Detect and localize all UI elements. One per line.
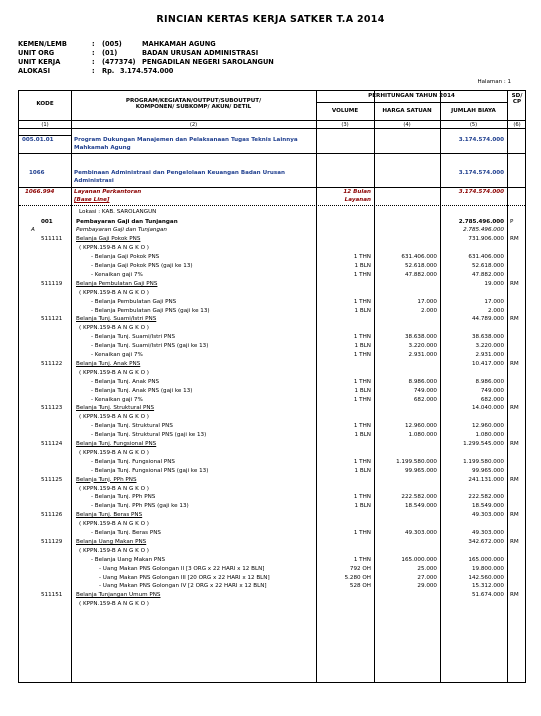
row-amount: 3.174.574.000 [458,189,504,195]
col-header-program-line: PROGRAM/KEGIATAN/OUTPUT/SUBOUTPUT/ [125,98,262,104]
row-volume: 12 Bulan [343,189,371,195]
row-description: Belanja Tunj. Suami/Istri PNS [76,316,157,323]
row-source: P [510,218,514,225]
row-description: - Kenaikan gaji 7% [91,396,143,403]
row-code: 511121 [41,316,63,323]
row-description: ( KPPN.159-B A N G K O ) [79,521,149,528]
row-description: ( KPPN.159-B A N G K O ) [79,485,149,492]
row-description: - Belanja Pembulatan Gaji PNS (gaji ke 13) [91,307,210,314]
row-description: - Uang Makan PNS Golongan IV [2 ORG x 22 HARI x 12 BLN] [99,583,267,590]
row-description: Belanja Tunj. Beras PNS [76,512,143,519]
row-code: 511125 [41,476,63,483]
row-source: RM [510,316,519,323]
row-volume: 1 BLN [354,387,371,394]
row-amount: 165.000.000 [468,556,504,563]
col-number: (4) [403,122,411,128]
row-amount: 222.582.000 [468,494,504,501]
row-amount: 52.618.000 [471,263,504,269]
row-source: RM [510,476,519,483]
row-amount: 51.674.000 [471,592,504,599]
row-description: Belanja Tunj. Fungsional PNS [76,441,157,447]
row-description: - Belanja Tunj. Beras PNS [91,530,161,536]
row-unit-price: 25.000 [417,565,437,572]
col-number: (6) [513,122,521,128]
header-code: (477374) [102,58,136,66]
header-colon: : [92,67,95,75]
row-volume: 1 THN [353,530,371,536]
row-source: RM [510,441,519,447]
row-description: Pembinaan Administrasi dan Pengelolaan Keuangan Badan Urusan [74,170,285,176]
row-amount: 49.303.000 [471,512,504,519]
header-value: BADAN URUSAN ADMINISTRASI [142,49,259,57]
row-source: RM [510,280,519,287]
col-header-perhitungan: PERHITUNGAN TAHUN 2014 [316,93,507,103]
row-amount: 2.785.496.000 [463,227,504,234]
col-header-kode: KODE [36,101,54,107]
row-volume: 1 THN [353,254,371,261]
row-unit-price: 99.965.000 [404,467,437,474]
row-volume: 1 THN [353,378,371,385]
row-description: - Belanja Tunj. Struktural PNS (gaji ke 13) [91,432,207,439]
header-value: PENGADILAN NEGERI SAROLANGUN [142,58,274,66]
row-description-cont: Administrasi [74,178,114,184]
col-header-program [71,98,316,110]
row-amount: 10.417.000 [471,360,504,367]
col-header-sdcp [507,93,527,105]
row-description-cont: Mahkamah Agung [74,145,131,151]
row-volume: 5.280 OH [344,574,371,581]
row-description: - Uang Makan PNS Golongan II [3 ORG x 22 HARI x 12 BLN] [99,565,265,572]
row-description: - Belanja Tunj. Anak PNS [91,378,160,385]
column-divider [374,91,375,682]
row-description: - Belanja Gaji Pokok PNS [91,254,160,261]
row-amount: 2.000 [487,307,504,314]
row-description: - Uang Makan PNS Golongan III [20 ORG x 22 HARI x 12 BLN] [99,574,270,581]
row-volume: 792 OH [349,565,371,572]
row-unit-price: 17.000 [417,298,437,305]
row-description: - Kenaikan gaji 7% [91,352,143,358]
row-code: 511111 [41,236,63,243]
row-code: 005.01.01 [22,137,54,143]
header-code: Rp. [102,67,115,75]
row-volume: 1 THN [353,556,371,563]
row-volume: 1 THN [353,458,371,465]
row-amount: 14.040.000 [471,405,504,412]
row-description: ( KPPN.159-B A N G K O ) [79,245,149,252]
row-amount: 15.312.000 [471,583,504,590]
row-amount: 342.672.000 [468,538,504,545]
row-volume: 1 THN [353,298,371,305]
header-colon: : [92,58,95,66]
header-value: 3.174.574.000 [120,67,174,75]
row-volume: 1 THN [353,334,371,341]
row-source: RM [510,592,519,599]
row-amount: 1.199.580.000 [463,458,504,465]
row-description: ( KPPN.159-B A N G K O ) [79,325,149,332]
row-unit-price: 38.638.000 [404,334,437,341]
row-amount: 731.906.000 [468,236,504,243]
row-unit-price: 27.000 [417,574,437,581]
col-header-sdcp-line: SD/ [511,93,523,99]
row-unit-price: 12.960.000 [404,423,437,430]
row-divider [19,153,525,154]
row-source: RM [510,236,519,243]
row-amount: 19.000 [484,280,504,287]
row-amount: 8.986.000 [475,378,504,385]
row-amount: 2.785.496.000 [458,218,504,225]
col-number: (5) [469,122,478,128]
row-description: ( KPPN.159-B A N G K O ) [79,289,149,296]
row-description: Lokasi : KAB. SAROLANGUN [79,209,157,215]
row-description: - Belanja Tunj. PPh PNS (gaji ke 13) [91,503,189,510]
row-unit-price: 222.582.000 [401,494,437,501]
row-unit-price: 3.220.000 [408,343,437,350]
row-unit-price: 2.000 [420,307,437,314]
row-divider [19,205,525,206]
row-description: Belanja Tunj. Struktural PNS [76,405,155,412]
row-code: A [31,227,35,234]
row-description: Pembayaran Gaji dan Tunjangan [76,218,178,225]
row-description: Layanan Perkantoran [74,189,142,195]
row-description: - Belanja Tunj. Struktural PNS [91,423,173,430]
row-description: Belanja Uang Makan PNS [76,538,147,545]
column-divider [316,91,317,682]
row-source: RM [510,538,519,545]
row-amount: 3.174.574.000 [458,137,504,143]
document-title: RINCIAN KERTAS KERJA SATKER T.A 2014 [156,14,385,25]
row-amount: 19.800.000 [471,565,504,572]
header-label: KEMEN/LEMB [18,40,67,48]
header-code: (005) [102,40,122,48]
row-volume: 1 BLN [354,343,371,350]
row-description: - Belanja Tunj. PPh PNS [91,494,156,501]
col-number: (3) [341,122,349,128]
row-volume: 1 BLN [354,503,371,510]
column-divider [507,91,508,682]
header-row [18,58,274,67]
header-divider [19,120,525,121]
row-description: - Kenaikan gaji 7% [91,271,143,278]
row-code: 1066 [29,170,45,176]
row-amount: 99.965.000 [471,467,504,474]
row-amount: 142.560.000 [468,574,504,581]
row-volume: 1 BLN [354,432,371,439]
row-code: 511151 [41,592,63,599]
row-description: - Belanja Pembulatan Gaji PNS [91,298,177,305]
row-description: - Belanja Tunj. Fungsional PNS (gaji ke 13) [91,467,209,474]
row-description: ( KPPN.159-B A N G K O ) [79,369,149,376]
row-description-cont: [Base Line] [74,197,110,203]
row-amount: 38.638.000 [471,334,504,341]
row-description: Belanja Tunjangan Umum PNS [76,592,161,599]
row-amount: 631.406.000 [468,254,504,261]
row-code: 511123 [41,405,63,412]
row-amount: 17.000 [484,298,504,305]
row-code: 001 [41,218,53,225]
row-code: 1066.994 [25,189,55,195]
row-description: Belanja Tunj. PPh PNS [76,476,137,483]
row-amount: 682.000 [480,396,504,403]
row-description: - Belanja Uang Makan PNS [91,556,166,563]
row-amount: 47.882.000 [471,271,504,278]
row-description: Pembayaran Gaji dan Tunjangan [76,227,167,234]
col-header-harga: HARGA SATUAN [382,108,432,114]
header-row [18,49,258,58]
row-description: ( KPPN.159-B A N G K O ) [79,547,149,554]
row-description: - Belanja Tunj. Fungsional PNS [91,458,175,465]
row-amount: 3.220.000 [475,343,504,350]
row-amount: 1.299.545.000 [463,441,504,447]
header-label: UNIT ORG [18,49,55,57]
row-unit-price: 2.931.000 [408,352,437,358]
col-number: (1) [41,122,49,128]
header-code: (01) [102,49,118,57]
row-unit-price: 682.000 [413,396,437,403]
row-volume: 1 BLN [354,307,371,314]
header-colon: : [92,49,95,57]
row-description: - Belanja Tunj. Suami/Istri PNS (gaji ke 13) [91,343,209,350]
row-description: Belanja Gaji Pokok PNS [76,236,141,243]
row-code: 511126 [41,512,63,519]
row-code: 511119 [41,280,63,287]
col-header-sdcp-line: CP [512,99,522,105]
row-amount: 1.080.000 [475,432,504,439]
row-description: Belanja Pembulatan Gaji PNS [76,280,158,287]
row-amount: 749.000 [480,387,504,394]
header-row [18,67,173,76]
col-header-volume: VOLUME [331,108,359,114]
row-volume: 1 THN [353,271,371,278]
row-description: - Belanja Tunj. Suami/Istri PNS [91,334,176,341]
row-volume: 1 BLN [354,263,371,269]
budget-table [18,90,526,683]
header-label: UNIT KERJA [18,58,61,66]
row-volume-unit: Layanan [344,197,371,203]
row-amount: 44.789.000 [471,316,504,323]
row-code: 511129 [41,538,63,545]
row-amount: 18.549.000 [471,503,504,510]
row-unit-price: 29.000 [417,583,437,590]
header-row [18,40,216,49]
row-volume: 1 THN [353,352,371,358]
row-description: ( KPPN.159-B A N G K O ) [79,414,149,421]
row-unit-price: 8.986.000 [408,378,437,385]
row-amount: 49.303.000 [471,530,504,536]
row-unit-price: 1.080.000 [408,432,437,439]
row-volume: 528 OH [349,583,371,590]
row-unit-price: 47.882.000 [404,271,437,278]
row-description: - Belanja Gaji Pokok PNS (gaji ke 13) [91,263,193,269]
page-number: Halaman : 1 [477,79,511,85]
row-unit-price: 18.549.000 [404,503,437,510]
row-amount: 12.960.000 [471,423,504,430]
col-number: (2) [189,122,198,128]
col-header-program-line: KOMPONEN/ SUBKOMP/ AKUN/ DETIL [135,104,252,110]
row-amount: 2.931.000 [475,352,504,358]
row-unit-price: 1.199.580.000 [396,458,437,465]
row-description: ( KPPN.159-B A N G K O ) [79,449,149,456]
row-divider [19,187,525,188]
row-description: ( KPPN.159-B A N G K O ) [79,601,149,608]
row-volume: 1 THN [353,494,371,501]
header-divider [19,128,525,129]
row-unit-price: 165.000.000 [401,556,437,563]
row-volume: 1 THN [353,396,371,403]
row-code: 511122 [41,360,63,367]
row-code: 511124 [41,441,63,447]
row-description: - Belanja Tunj. Anak PNS (gaji ke 13) [91,387,193,394]
row-source: RM [510,405,519,412]
row-amount: 3.174.574.000 [458,170,504,176]
row-source: RM [510,360,519,367]
row-unit-price: 631.406.000 [401,254,437,261]
row-divider [19,135,71,136]
col-header-jumlah: JUMLAH BIAYA [451,108,496,114]
header-label: ALOKASI [18,67,51,75]
row-unit-price: 49.303.000 [404,530,437,536]
row-description: Belanja Tunj. Anak PNS [76,360,141,367]
row-amount: 241.131.000 [468,476,504,483]
column-divider [71,91,72,682]
row-source: RM [510,512,519,519]
row-description: Program Dukungan Manajemen dan Pelaksanaan Tugas Teknis Lainnya [74,137,298,143]
row-volume: 1 THN [353,423,371,430]
row-volume: 1 BLN [354,467,371,474]
header-colon: : [92,40,95,48]
row-unit-price: 749.000 [413,387,437,394]
row-unit-price: 52.618.000 [404,263,437,269]
header-value: MAHKAMAH AGUNG [142,40,216,48]
